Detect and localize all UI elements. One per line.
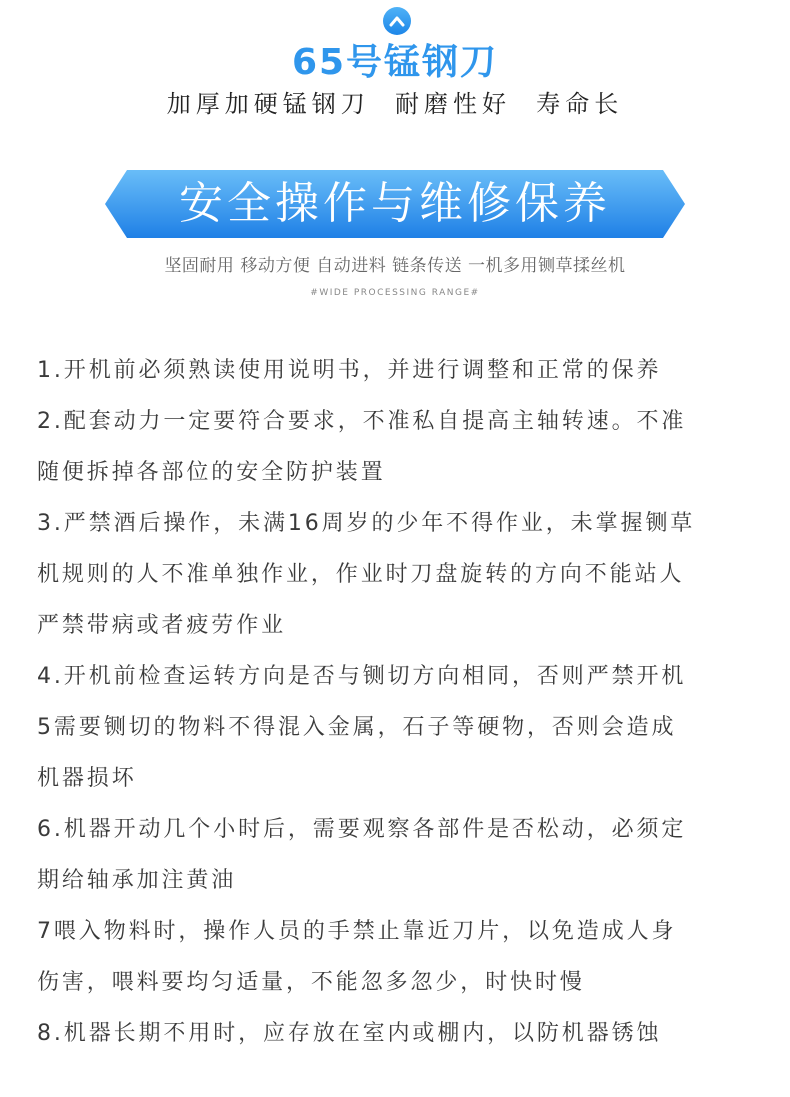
instruction-line: 3.严禁酒后操作，未满16周岁的少年不得作业，未掌握铡草 (37, 511, 696, 536)
instruction-line: 严禁带病或者疲劳作业 (37, 613, 287, 638)
instruction-line: 机器损坏 (37, 766, 137, 791)
product-title: 65号锰钢刀 (291, 42, 499, 83)
instruction-line: 4.开机前检查运转方向是否与铡切方向相同，否则严禁开机 (37, 664, 687, 689)
instruction-line: 期给轴承加注黄油 (37, 868, 237, 893)
instruction-line: 7喂入物料时，操作人员的手禁止靠近刀片，以免造成人身 (37, 919, 677, 944)
instruction-line: 6.机器开动几个小时后，需要观察各部件是否松动，必须定 (37, 817, 687, 842)
instruction-line: 伤害，喂料要均匀适量，不能忽多忽少，时快时慢 (37, 970, 585, 995)
instruction-line: 机规则的人不准单独作业，作业时刀盘旋转的方向不能站人 (37, 562, 685, 587)
instruction-line: 2.配套动力一定要符合要求，不准私自提高主轴转速。不准 (37, 409, 687, 434)
chevron-up-glyph (389, 15, 405, 27)
instruction-line: 1.开机前必须熟读使用说明书，并进行调整和正常的保养 (37, 358, 662, 383)
section-banner (105, 170, 685, 238)
tagline-cn: 坚固耐用 移动方便 自动进料 链条传送 一机多用铡草揉丝机 (164, 256, 626, 276)
chevron-up-icon (383, 7, 411, 35)
banner-title: 安全操作与维修保养 (179, 178, 611, 229)
safety-instructions (37, 345, 767, 1059)
instruction-line: 8.机器长期不用时，应存放在室内或棚内，以防机器锈蚀 (37, 1021, 662, 1046)
instruction-line: 随便拆掉各部位的安全防护装置 (37, 460, 386, 485)
instruction-line: 5需要铡切的物料不得混入金属，石子等硬物，否则会造成 (37, 715, 677, 740)
tagline-en: #WIDE PROCESSING RANGE# (310, 288, 480, 298)
product-subtitle: 加厚加硬锰钢刀 耐磨性好 寿命长 (166, 90, 624, 118)
